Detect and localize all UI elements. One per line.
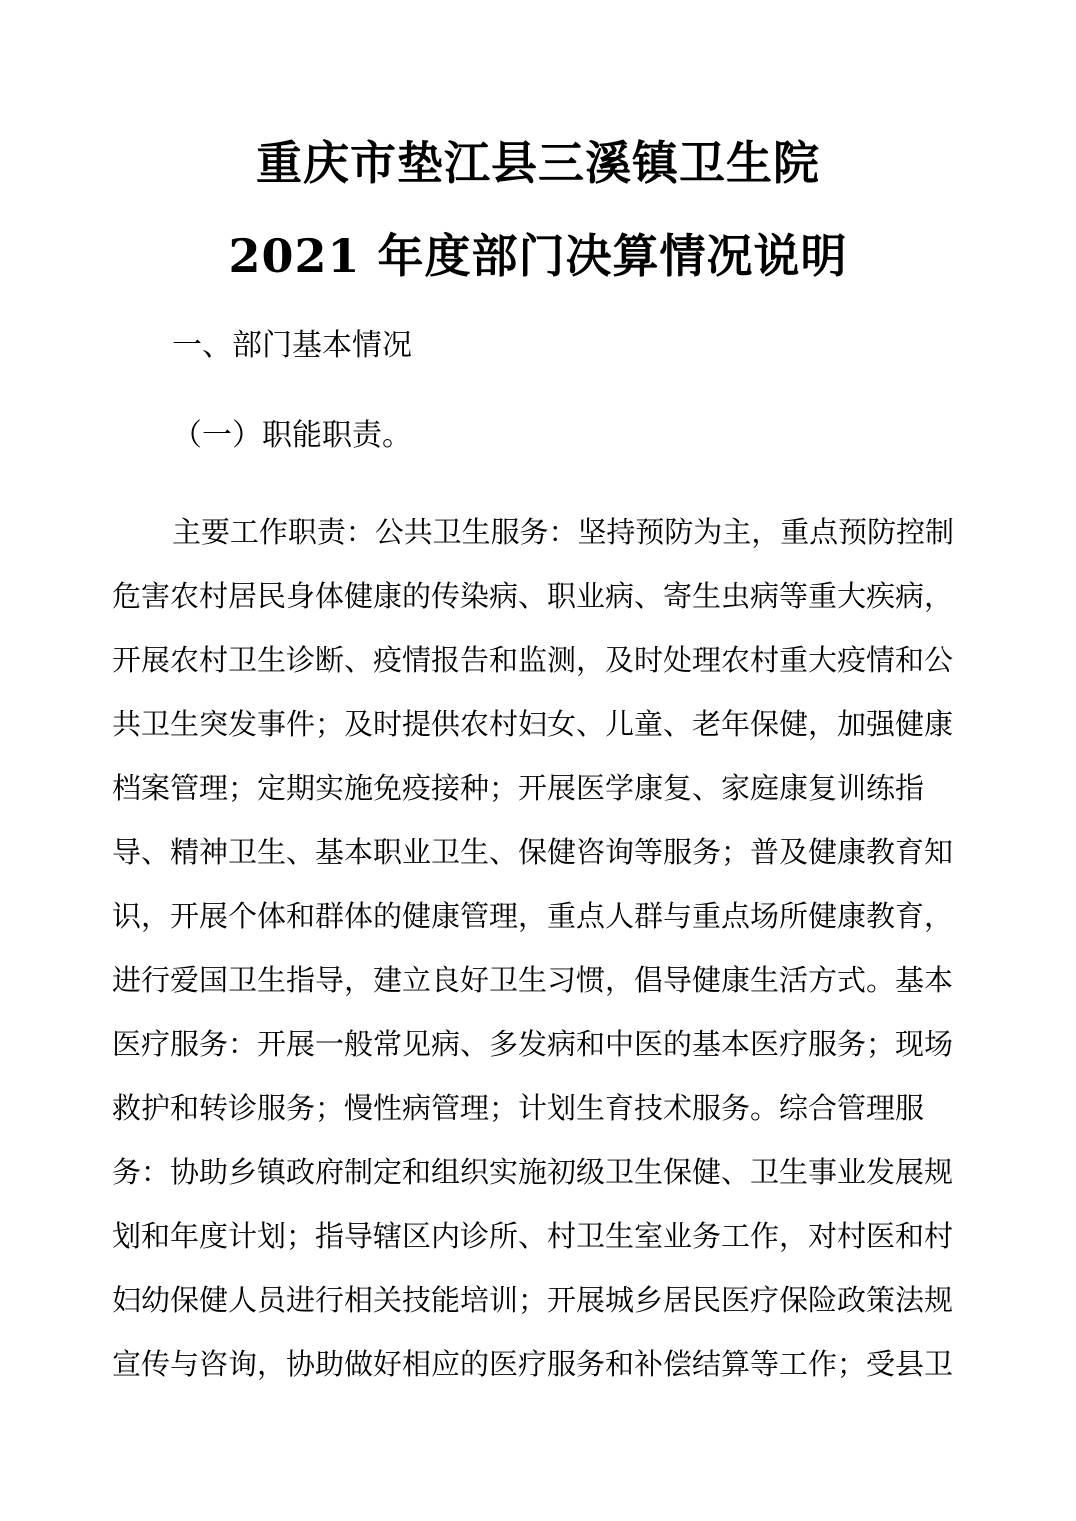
paragraph-line: 主要工作职责：公共卫生服务：坚持预防为主，重点预防控制 [172, 515, 954, 549]
paragraph-line: 医疗服务：开展一般常见病、多发病和中医的基本医疗服务；现场 [112, 1027, 954, 1061]
paragraph-line: 划和年度计划；指导辖区内诊所、村卫生室业务工作，对村医和村 [112, 1219, 954, 1253]
paragraph-line: 开展农村卫生诊断、疫情报告和监测，及时处理农村重大疫情和公 [112, 643, 954, 677]
paragraph-line: 危害农村居民身体健康的传染病、职业病、寄生虫病等重大疾病， [112, 579, 954, 613]
subsection-heading: （一）职能职责。 [172, 418, 412, 453]
paragraph-line: 务：协助乡镇政府制定和组织实施初级卫生保健、卫生事业发展规 [112, 1155, 954, 1189]
paragraph-line: 救护和转诊服务；慢性病管理；计划生育技术服务。综合管理服 [112, 1091, 925, 1125]
paragraph-line: 进行爱国卫生指导，建立良好卫生习惯，倡导健康生活方式。基本 [112, 963, 954, 997]
paragraph-line: 共卫生突发事件；及时提供农村妇女、儿童、老年保健，加强健康 [112, 707, 954, 741]
paragraph-line: 妇幼保健人员进行相关技能培训；开展城乡居民医疗保险政策法规 [112, 1283, 954, 1317]
section-heading: 一、部门基本情况 [172, 328, 412, 363]
paragraph-line: 档案管理；定期实施免疫接种；开展医学康复、家庭康复训练指 [112, 771, 925, 805]
paragraph-line: 宣传与咨询，协助做好相应的医疗服务和补偿结算等工作；受县卫 [112, 1347, 954, 1381]
document-title-line-1: 重庆市垫江县三溪镇卫生院 [256, 136, 820, 190]
paragraph-line: 识，开展个体和群体的健康管理，重点人群与重点场所健康教育， [112, 899, 954, 933]
paragraph-line: 导、精神卫生、基本职业卫生、保健咨询等服务；普及健康教育知 [112, 835, 954, 869]
document-title-line-2: 2021 年度部门决算情况说明 [228, 229, 848, 283]
